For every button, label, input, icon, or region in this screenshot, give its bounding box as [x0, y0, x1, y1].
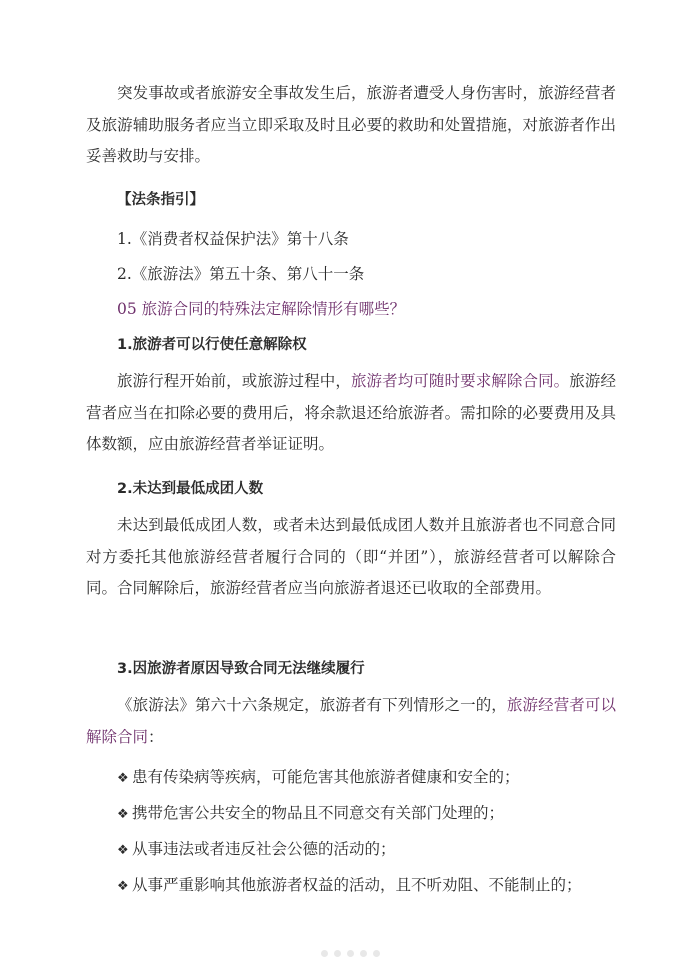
section3-title: 3.因旅游者原因导致合同无法继续履行	[117, 661, 365, 677]
list-item-text: 患有传染病等疾病，可能危害其他旅游者健康和安全的；	[132, 768, 520, 786]
page-indicator	[300, 950, 400, 960]
section1-highlight: 旅游者均可随时要求解除合同。	[350, 372, 570, 390]
law-guide-item: 1.《消费者权益保护法》第十八条	[117, 230, 349, 248]
intro-paragraph: 突发事故或者旅游安全事故发生后，旅游者遭受人身伤害时，旅游经营者及旅游辅助服务者应当立即采取及时且必要的救助和处置措施，对旅游者作出妥善救助与安排。	[86, 84, 616, 165]
diamond-bullet-icon: ❖	[117, 771, 129, 786]
diamond-bullet-icon: ❖	[117, 807, 129, 822]
list-item	[117, 834, 617, 867]
section1-title: 1.旅游者可以行使任意解除权	[117, 337, 307, 353]
section1-text-before: 旅游行程开始前，或旅游过程中，	[117, 372, 351, 390]
diamond-bullet-icon: ❖	[117, 843, 129, 858]
section3-paragraph	[86, 690, 616, 753]
page-dot	[360, 950, 367, 957]
list-item	[117, 762, 617, 795]
section3-text-after: ：	[148, 727, 164, 746]
section2-paragraph: 未达到最低成团人数，或者未达到最低成团人数并且旅游者也不同意合同对方委托其他旅游经营者履行合同的（即“并团”），旅游经营者可以解除合同。合同解除后，旅游经营者应当向旅游者退还已收取的全部费用。	[86, 516, 616, 597]
page-dot	[321, 950, 328, 957]
list-item-text: 从事违法或者违反社会公德的活动的；	[132, 840, 396, 858]
diamond-bullet-icon: ❖	[117, 879, 129, 894]
section1-text-after: 旅游经营者应当在扣除必要的费用后，将余款退还给旅游者。需扣除的必要费用及具体数额，应由旅游经营者举证证明。	[86, 372, 616, 453]
page-dot	[347, 950, 354, 957]
section3-highlight: 旅游经营者可以解除合同	[86, 696, 616, 746]
question-heading: 05 旅游合同的特殊法定解除情形有哪些？	[117, 300, 406, 318]
law-guide-item: 2.《旅游法》第五十条、第八十一条	[117, 265, 365, 283]
section2-title: 2.未达到最低成团人数	[117, 481, 264, 497]
page-dot	[334, 950, 341, 957]
list-item	[117, 870, 617, 903]
list-item-text: 携带危害公共安全的物品且不同意交有关部门处理的；	[132, 804, 505, 822]
section1-paragraph	[86, 366, 616, 461]
list-item	[117, 798, 617, 831]
law-guide-heading: 【法条指引】	[117, 192, 204, 208]
list-item-text: 从事严重影响其他旅游者权益的活动，且不听劝阻、不能制止的；	[132, 876, 582, 894]
page-dot	[373, 950, 380, 957]
section3-text-before: 《旅游法》第六十六条规定，旅游者有下列情形之一的，	[117, 696, 507, 714]
